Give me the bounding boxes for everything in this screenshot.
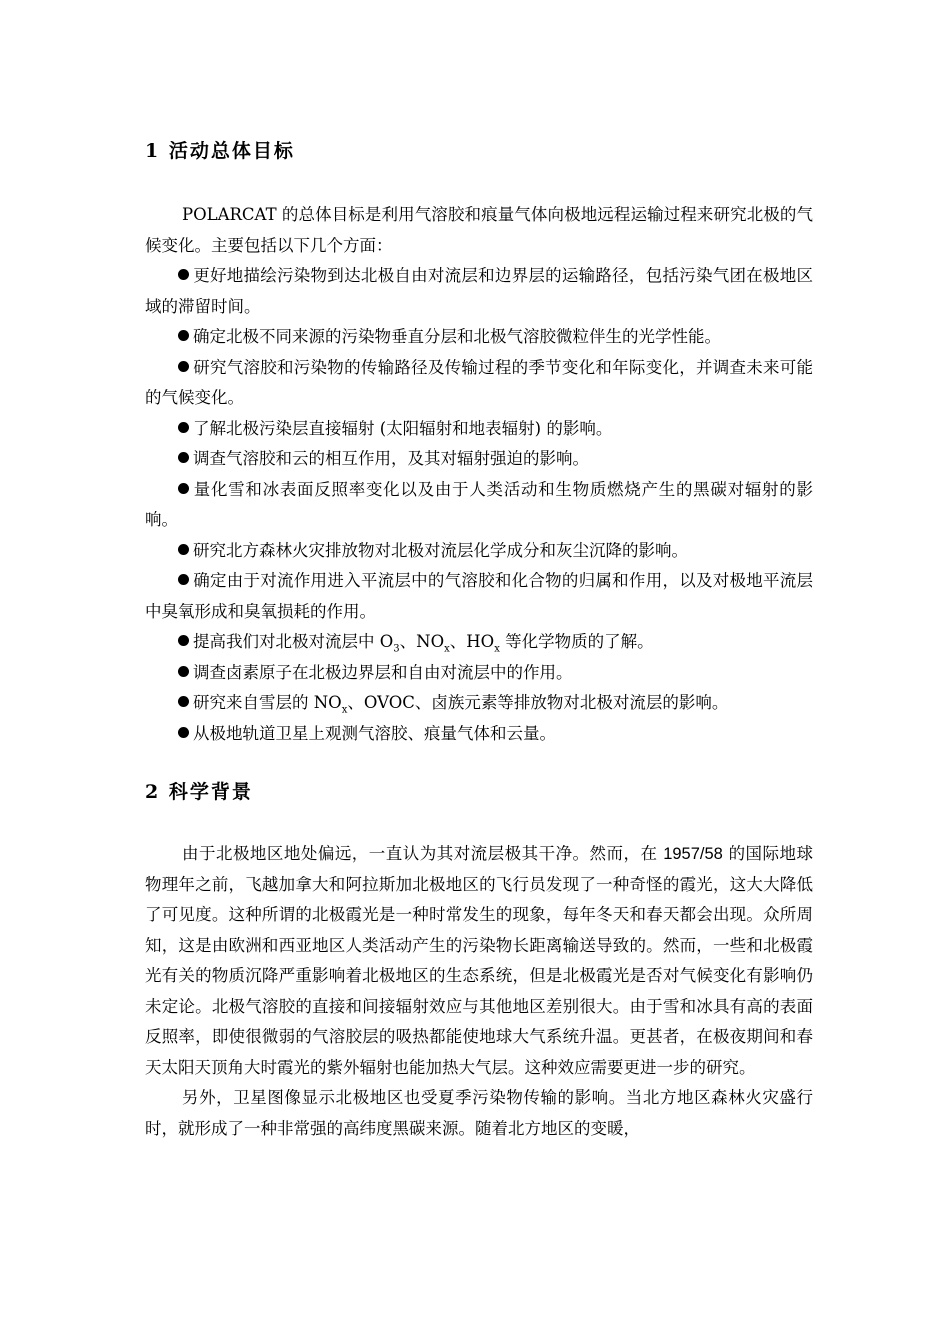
bullet-text: 了解北极污染层直接辐射 (太阳辐射和地表辐射) 的影响。 (193, 418, 613, 438)
bullet-dot-icon (178, 574, 189, 585)
bullet-item (145, 414, 813, 445)
bullet-text: 等化学物质的了解。 (499, 632, 654, 651)
bullet-dot-icon (178, 696, 189, 707)
bullet-dot-icon (178, 544, 189, 555)
bullet-item (145, 566, 813, 627)
bullet-dot-icon (178, 422, 189, 433)
bullet-item-satellite (145, 719, 813, 750)
bullet-text: 从极地轨道卫星上观测气溶胶、痕量气体和云量。 (193, 723, 556, 743)
bullet-text: 、OVOC、卤族元素等排放物对北极对流层的影响。 (347, 693, 729, 712)
paragraph-text: 由于北极地区地处偏远，一直认为其对流层极其干净。然而，在 (182, 844, 664, 863)
bullet-dot-icon (178, 330, 189, 341)
section2-heading: 2 科学背景 (145, 781, 253, 803)
bullet-dot-icon (178, 727, 189, 738)
bullet-item (145, 475, 813, 536)
subscript: x (341, 704, 348, 716)
bullet-item (145, 536, 813, 567)
section1-intro: POLARCAT 的总体目标是利用气溶胶和痕量气体向极地远程运输过程来研究北极的气候变化。主要包括以下几个方面： (145, 205, 813, 255)
bullet-text: 研究来自雪层的 NO (193, 693, 342, 712)
bullet-item-halogen (145, 658, 813, 689)
bullet-text: 、NO (399, 632, 445, 651)
bullet-dot-icon (178, 361, 189, 372)
document-page (145, 138, 813, 1144)
bullet-text: 更好地描绘污染物到达北极自由对流层和边界层的运输路径，包括污染气团在极地区域的滞留时间。 (145, 266, 813, 316)
subscript: 3 (393, 643, 400, 655)
section2-paragraph-1 (145, 839, 813, 1083)
bullet-text: 确定由于对流作用进入平流层中的气溶胶和化合物的归属和作用，以及对极地平流层中臭氧形成和臭氧损耗的作用。 (145, 571, 813, 621)
year-text: 1957/58 (663, 845, 723, 863)
section1-heading: 1 活动总体目标 (145, 140, 295, 162)
bullet-item (145, 261, 813, 322)
subscript: x (494, 643, 500, 655)
bullet-text: 调查卤素原子在北极边界层和自由对流层中的作用。 (193, 662, 573, 682)
bullet-item (145, 444, 813, 475)
bullet-text: 调查气溶胶和云的相互作用，及其对辐射强迫的影响。 (193, 449, 589, 468)
bullet-item (145, 353, 813, 414)
bullet-dot-icon (178, 666, 189, 677)
bullet-text: 研究气溶胶和污染物的传输路径及传输过程的季节变化和年际变化，并调查未来可能的气候变化。 (145, 357, 813, 407)
bullet-item-chemicals (145, 627, 813, 658)
bullet-dot-icon (178, 269, 189, 280)
bullet-item-snow (145, 688, 813, 719)
section2-paragraph-2: 另外，卫星图像显示北极地区也受夏季污染物传输的影响。当北方地区森林火灾盛行时，就形成了一种非常强的高纬度黑碳来源。随着北方地区的变暖， (145, 1088, 813, 1138)
bullet-text: 提高我们对北极对流层中 O (193, 632, 394, 651)
bullet-item (145, 322, 813, 353)
subscript: x (444, 643, 450, 655)
bullet-text: 量化雪和冰表面反照率变化以及由于人类活动和生物质燃烧产生的黑碳对辐射的影响。 (145, 479, 813, 529)
bullet-text: 研究北方森林火灾排放物对北极对流层化学成分和灰尘沉降的影响。 (193, 540, 688, 560)
bullet-text: 确定北极不同来源的污染物垂直分层和北极气溶胶微粒伴生的光学性能。 (193, 327, 721, 346)
bullet-dot-icon (178, 452, 189, 463)
bullet-dot-icon (178, 635, 189, 646)
paragraph-text: 的国际地球物理年之前，飞越加拿大和阿拉斯加北极地区的飞行员发现了一种奇怪的霞光，这大大降低了可见度。这种所谓的北极霞光是一种时常发生的现象，每年冬天和春天都会出现。众所周知，这是由欧洲和西亚地区人类活动产生的污染物长距离输送导致的。然而，一些和北极霞光有关的物质沉降严重影响着北极地区的生态系统，但是北极霞光是否对气候变化有影响仍未定论。北极气溶胶的直接和间接辐射效应与其他地区差别很大。由于雪和冰具有高的表面反照率，即使很微弱的气溶胶层的吸热都能使地球大气系统升温。更甚者，在极夜期间和春天太阳天顶角大时霞光的紫外辐射也能加热大气层。这种效应需要更进一步的研究。 (145, 844, 813, 1077)
bullet-text: 、HO (449, 632, 495, 651)
bullet-dot-icon (178, 483, 189, 494)
